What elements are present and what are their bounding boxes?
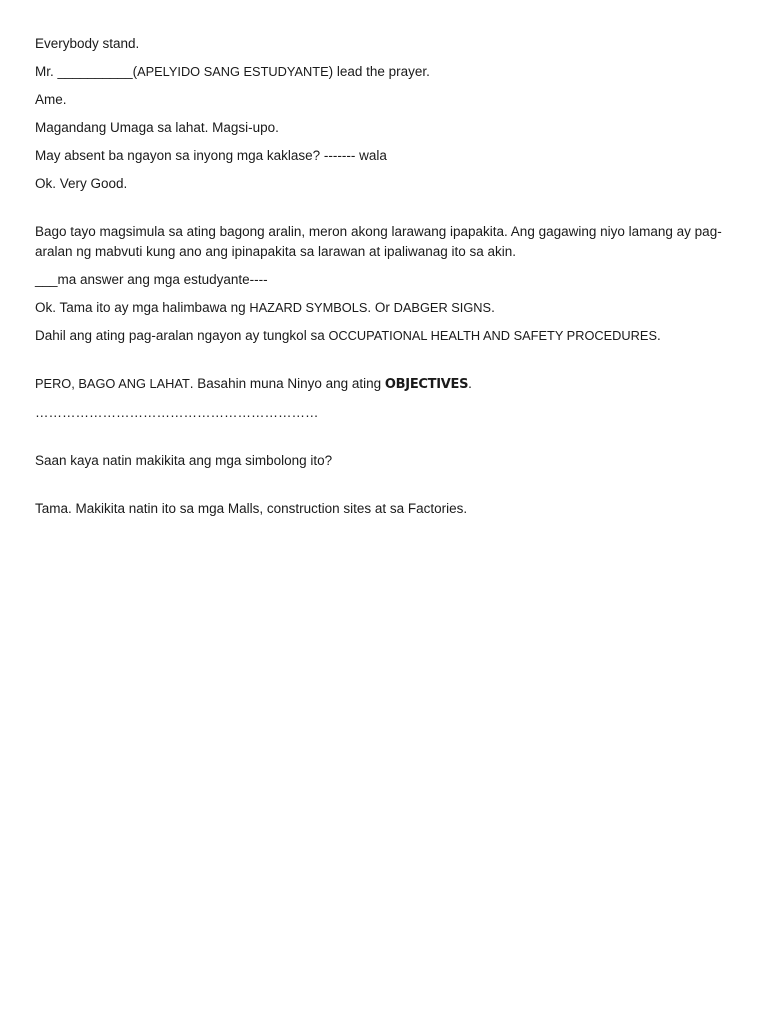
- document-body: [35, 34, 735, 527]
- line-ame: [35, 90, 735, 110]
- text-caps: PERO, BAGO ANG LAHAT: [35, 376, 190, 391]
- text-caps: APELYIDO SANG ESTUDYANTE: [137, 64, 329, 79]
- text-caps: OCCUPATIONAL HEALTH AND SAFETY PROCEDURES: [328, 328, 657, 343]
- blank-line: [35, 479, 735, 499]
- line-question: [35, 451, 735, 471]
- text: . Or: [367, 300, 394, 315]
- line-student-answer: [35, 270, 735, 290]
- text: Ok. Tama ito ay mga halimbawa ng: [35, 300, 250, 315]
- text-caps: HAZARD SYMBOLS: [249, 300, 368, 315]
- text: ………………………………………………………: [35, 405, 319, 420]
- text: Magandang Umaga sa lahat. Magsi-upo.: [35, 120, 279, 135]
- line-everybody-stand: [35, 34, 735, 54]
- line-dots: [35, 403, 735, 423]
- text: ) lead the prayer.: [328, 64, 430, 79]
- line-topic: [35, 326, 735, 346]
- text-caps: DABGER SIGNS: [393, 300, 492, 315]
- paragraph-intro: [35, 222, 735, 262]
- line-very-good: [35, 174, 735, 194]
- text: Ok. Very Good.: [35, 176, 128, 191]
- text: Saan kaya natin makikita ang mga simbolong ito?: [35, 453, 333, 468]
- text: . Basahin muna Ninyo ang ating: [189, 376, 385, 391]
- text: Bago tayo magsimula sa ating bagong aralin, meron akong larawang ipapakita. Ang gagawing niyo lamang ay pag-aralan ng mabvuti kung ano ang ipinapakita sa larawan at ipaliwanag ito sa akin.: [35, 224, 722, 259]
- text: .: [468, 376, 472, 391]
- text: ___ma answer ang mga estudyante----: [35, 272, 268, 287]
- line-absent: [35, 146, 735, 166]
- text: Tama. Makikita natin ito sa mga Malls, construction sites at sa Factories.: [35, 501, 468, 516]
- line-greeting: [35, 118, 735, 138]
- text-bold: OBJECTIVES: [384, 377, 469, 392]
- text: Dahil ang ating pag-aralan ngayon ay tungkol sa: [35, 328, 329, 343]
- line-objectives: [35, 374, 735, 395]
- blank-line: [35, 431, 735, 451]
- line-lead-prayer: [35, 62, 735, 82]
- text: Mr. __________(: [35, 64, 138, 79]
- blank-line: [35, 354, 735, 374]
- blank-line: [35, 202, 735, 222]
- text: May absent ba ngayon sa inyong mga kaklase? ------- wala: [35, 148, 387, 163]
- text: .: [656, 328, 661, 343]
- text: Ame.: [35, 92, 67, 107]
- text: .: [491, 300, 495, 315]
- line-hazard-symbols: [35, 298, 735, 318]
- text: Everybody stand.: [35, 36, 140, 51]
- line-answer: [35, 499, 735, 519]
